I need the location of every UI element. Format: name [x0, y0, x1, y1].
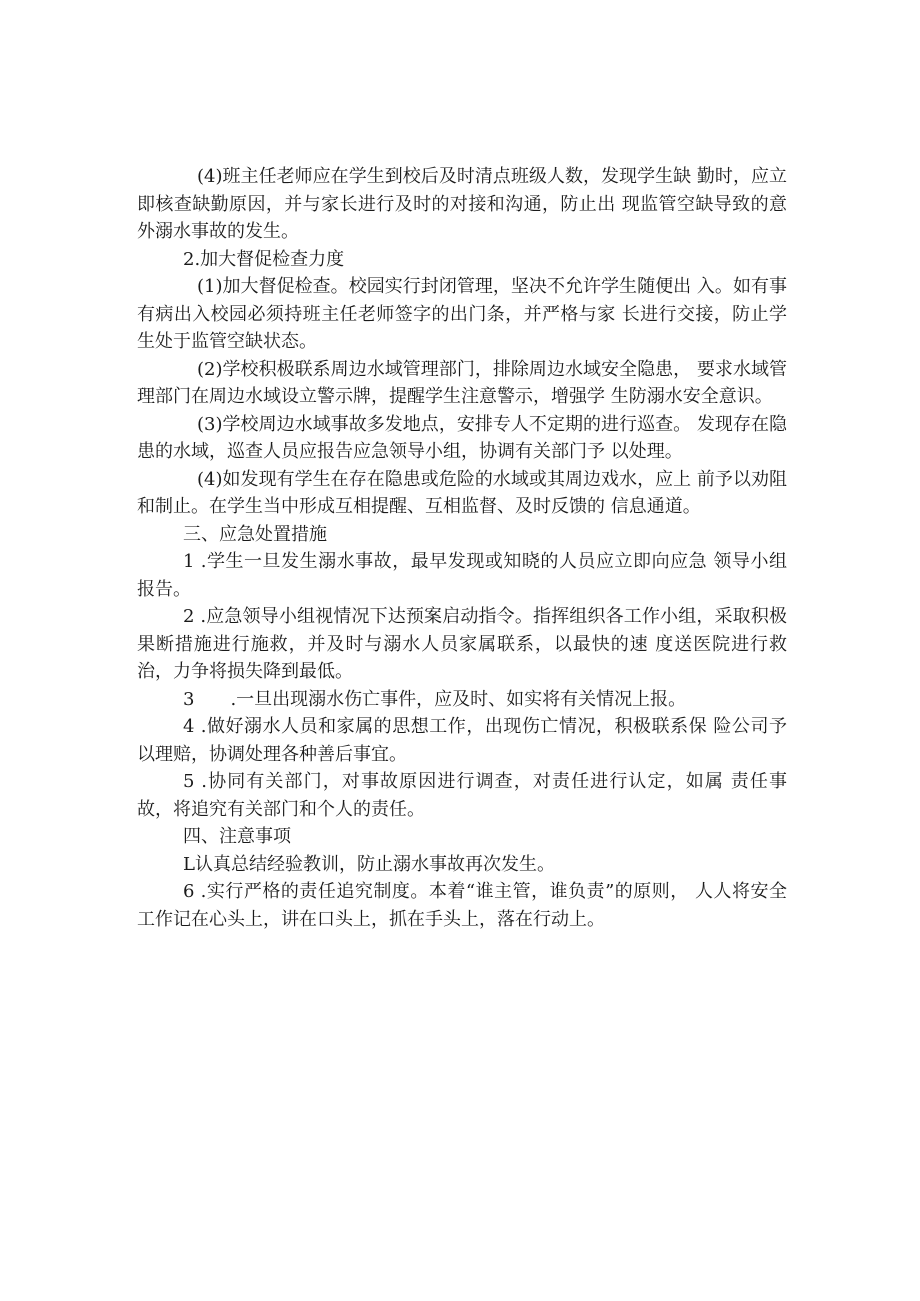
paragraph-report-casualty: 3 .一旦出现溺水伤亡事件，应及时、如实将有关情况上报。: [183, 688, 687, 710]
paragraph-investigation: 5 .协同有关部门，对事故原因进行调查，对责任进行认定，如属 责任事故，将追究有关部门和个人的责任。: [137, 771, 787, 820]
paragraph-lessons-learned: L认真总结经验教训，防止溺水事故再次发生。: [183, 853, 555, 875]
section-heading-notes: 四、注意事项: [183, 826, 291, 847]
paragraph-dissuade-students: (4)如发现有学生在存在隐患或危险的水域或其周边戏水，应上 前予以劝阻和制止。在学生当中形成互相提醒、互相监督、及时反馈的 信息通道。: [137, 468, 787, 517]
paragraph-family-support: 4 .做好溺水人员和家属的思想工作，出现伤亡情况，积极联系保 险公司予以理赔，协调处理各种善后事宜。: [137, 716, 787, 765]
paragraph-class-teacher-headcount: (4)班主任老师应在学生到校后及时清点班级人数，发现学生缺 勤时，应立即核查缺勤原因，并与家长进行及时的对接和沟通，防止出 现监管空缺导致的意外溺水事故的发生。: [137, 166, 787, 242]
section-heading-emergency-measures: 三、应急处置措施: [183, 523, 327, 545]
paragraph-launch-plan: 2 .应急领导小组视情况下达预案启动指令。指挥组织各工作小组，采取积极果断措施进行施救，并及时与溺水人员家属联系，以最快的速 度送医院进行救治，力争将损失降到最低。: [137, 606, 787, 682]
paragraph-patrol-inspection: (3)学校周边水域事故多发地点，安排专人不定期的进行巡查。 发现存在隐患的水域，巡查人员应报告应急领导小组，协调有关部门予 以处理。: [137, 413, 787, 462]
section-heading-supervision: 2.加大督促检查力度: [183, 248, 345, 270]
paragraph-water-area-management: (2)学校积极联系周边水域管理部门，排除周边水域安全隐患， 要求水域管理部门在周边水域设立警示牌，提醒学生注意警示，增强学 生防溺水安全意识。: [137, 358, 787, 407]
paragraph-report-incident: 1 .学生一旦发生溺水事故，最早发现或知晓的人员应立即向应急 领导小组报告。: [137, 551, 787, 600]
paragraph-closed-management: (1)加大督促检查。校园实行封闭管理，坚决不允许学生随便出 入。如有事有病出入校园必须持班主任老师签字的出门条，并严格与家 长进行交接，防止学生处于监管空缺状态。: [137, 276, 787, 352]
document-body: [137, 163, 787, 933]
paragraph-accountability: 6 .实行严格的责任追究制度。本着“谁主管，谁负责”的原则， 人人将安全工作记在心头上，讲在口头上，抓在手头上，落在行动上。: [137, 881, 787, 930]
